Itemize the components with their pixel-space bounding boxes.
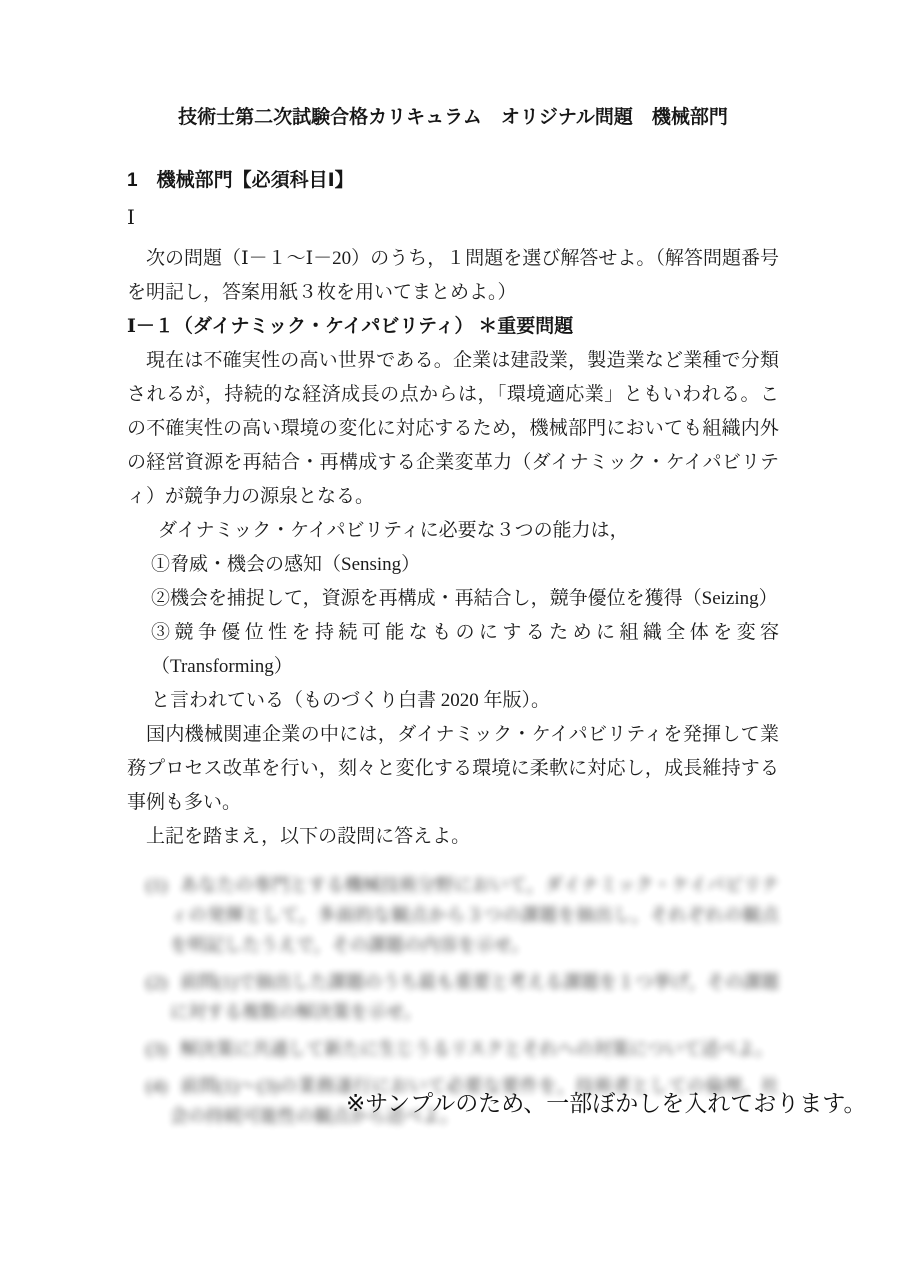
capability-item-2: ②機会を捕捉して，資源を再構成・再結合し，競争優位を獲得（Seizing） <box>151 588 778 609</box>
question-heading: Ⅰ－１（ダイナミック・ケイパビリティ） ＊重要問題 <box>127 316 574 337</box>
question-number: (4) <box>146 1076 167 1096</box>
question-item-3 <box>127 1034 779 1064</box>
question-text: 解決策に共通して新たに生じうるリスクとそれへの対策について述べよ。 <box>180 1039 773 1059</box>
question-number: (3) <box>146 1039 167 1059</box>
paragraph-examples: 国内機械関連企業の中には，ダイナミック・ケイパビリティを発揮して業務プロセス改革を行い，刻々と変化する環境に柔軟に対応し，成長維持する事例も多い。 <box>127 724 779 813</box>
question-text: あなたの専門とする機械技術分野において，ダイナミック・ケイパビリティの発揮として，多面的な観点から３つの課題を抽出し，それぞれの観点を明記したうえで，その課題の内容を示せ。 <box>170 875 779 955</box>
question-number: (1) <box>146 875 167 895</box>
document-content <box>127 0 779 1138</box>
capability-item-1: ①脅威・機会の感知（Sensing） <box>151 554 421 575</box>
paragraph-prompt: 上記を踏まえ，以下の設問に答えよ。 <box>146 826 471 847</box>
question-item-1 <box>127 870 779 960</box>
question-text: 前問(1)～(3)の業務遂行において必要な要件を，技術者としての倫理，社会の持続可能性の観点から述べよ。 <box>170 1076 779 1126</box>
capability-outro: と言われている（ものづくり白書 2020 年版）。 <box>151 690 551 711</box>
section-heading: 1 機械部門【必須科目Ⅰ】 <box>127 170 354 191</box>
instruction-paragraph: 次の問題（Ⅰ－１～Ⅰ－20）のうち，１問題を選び解答せよ。（解答問題番号を明記し，答案用紙３枚を用いてまとめよ。） <box>127 248 779 303</box>
document-body <box>127 242 779 1131</box>
paragraph-overview: 現在は不確実性の高い世界である。企業は建設業，製造業など業種で分類されるが，持続的な経済成長の点からは，「環境適応業」ともいわれる。この不確実性の高い環境の変化に対応するため，機械部門においても組織内外の経営資源を再結合・再構成する企業変革力（ダイナミック・ケイパビリティ）が競争力の源泉となる。 <box>127 350 779 507</box>
question-item-2 <box>127 967 779 1027</box>
page-title: 技術士第二次試験合格カリキュラム オリジナル問題 機械部門 <box>178 107 728 128</box>
capability-intro: ダイナミック・ケイパビリティに必要な３つの能力は， <box>158 520 629 541</box>
sample-note: ※サンプルのため、一部ぼかしを入れております。 <box>346 1090 867 1116</box>
question-text: 前問(1)で抽出した課題のうち最も重要と考える課題を１つ挙げ，その課題に対する複数の解決策を示せ。 <box>170 972 779 1022</box>
question-number: (2) <box>146 972 167 992</box>
capability-item-3: ③競争優位性を持続可能なものにするために組織全体を変容（Transforming） <box>151 622 779 677</box>
roman-numeral-heading: Ⅰ <box>127 207 135 229</box>
